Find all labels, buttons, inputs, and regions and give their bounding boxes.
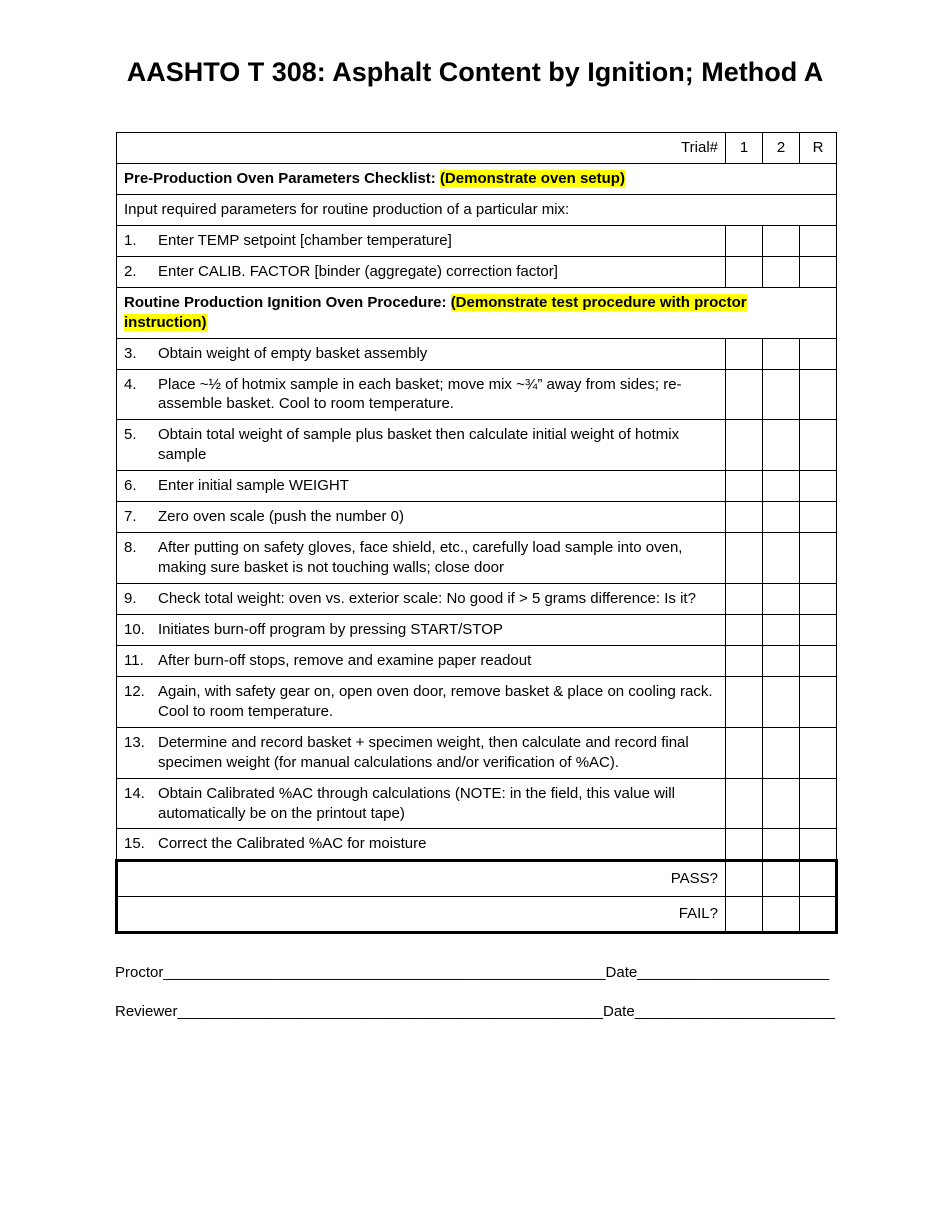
trial-cell xyxy=(800,584,837,615)
item-text: After putting on safety gloves, face shield, etc., carefully load sample into oven, making sure basket is not touching walls; close door xyxy=(158,539,683,577)
trial-cell xyxy=(763,676,800,727)
trial-header-row xyxy=(117,133,837,164)
page-title: AASHTO T 308: Asphalt Content by Ignition; Method A xyxy=(126,57,824,87)
proctor-signature-line xyxy=(115,964,835,981)
checklist-table xyxy=(115,132,838,934)
checklist-item-row xyxy=(117,420,837,471)
item-number: 5. xyxy=(124,426,137,444)
reviewer-signature-line xyxy=(115,1003,835,1020)
item-number: 10. xyxy=(124,620,145,638)
checklist-item-row xyxy=(117,727,837,778)
item-text: Zero oven scale (push the number 0) xyxy=(158,508,404,526)
checklist-item-row xyxy=(117,614,837,645)
reviewer-label: Reviewer xyxy=(115,1003,178,1021)
trial-cell xyxy=(763,584,800,615)
item-text: Obtain weight of empty basket assembly xyxy=(158,344,428,362)
trial-cell xyxy=(800,502,837,533)
item-text: Obtain Calibrated %AC through calculations (NOTE: in the field, this value will automatically be on the printout tape) xyxy=(158,784,675,822)
checklist-item-row xyxy=(117,676,837,727)
reviewer-signature-blank: ___________________________________________________ xyxy=(177,1003,603,1021)
item-text: Obtain total weight of sample plus basket then calculate initial weight of hotmix sample xyxy=(158,426,680,464)
trial-col-r: R xyxy=(800,133,837,164)
trial-cell xyxy=(800,471,837,502)
trial-cell xyxy=(800,338,837,369)
item-text: Enter TEMP setpoint [chamber temperature] xyxy=(158,231,452,249)
trial-cell xyxy=(763,778,800,829)
item-text: Determine and record basket + specimen weight, then calculate and record final specimen weight (for manual calculations and/or verification of %AC). xyxy=(158,733,689,771)
reviewer-date-blank: ________________________ xyxy=(634,1003,835,1021)
trial-header-label: Trial# xyxy=(117,133,726,164)
trial-cell xyxy=(726,225,763,256)
checklist-item-row xyxy=(117,645,837,676)
trial-cell xyxy=(800,645,837,676)
trial-cell xyxy=(726,645,763,676)
trial-cell xyxy=(763,829,800,861)
fail-label-cell: FAIL? xyxy=(117,897,726,933)
checklist-item-row xyxy=(117,338,837,369)
trial-cell xyxy=(800,829,837,861)
checklist-item-row xyxy=(117,369,837,420)
pass-row xyxy=(117,861,837,897)
section-header-preproduction xyxy=(117,163,837,194)
trial-col-2: 2 xyxy=(763,133,800,164)
item-text: Correct the Calibrated %AC for moisture xyxy=(158,835,427,853)
item-text: Again, with safety gear on, open oven door, remove basket & place on cooling rack. Cool to room temperature. xyxy=(158,682,713,720)
proctor-signature-blank: _____________________________________________________ xyxy=(163,964,606,982)
trial-cell xyxy=(800,256,837,287)
item-text: Place ~½ of hotmix sample in each basket; move mix ~¾” away from sides; re-assemble basket. Cool to room temperature. xyxy=(158,375,682,413)
trial-cell xyxy=(763,420,800,471)
item-text: Enter initial sample WEIGHT xyxy=(158,477,349,495)
trial-cell xyxy=(763,533,800,584)
trial-cell xyxy=(726,533,763,584)
intro-row xyxy=(117,194,837,225)
signature-block xyxy=(115,964,835,1020)
trial-cell xyxy=(726,727,763,778)
trial-cell xyxy=(726,502,763,533)
trial-cell xyxy=(763,225,800,256)
trial-cell xyxy=(726,338,763,369)
trial-cell xyxy=(800,727,837,778)
trial-cell xyxy=(800,676,837,727)
trial-cell xyxy=(763,645,800,676)
item-number: 7. xyxy=(124,508,137,526)
item-number: 13. xyxy=(124,733,145,751)
trial-cell xyxy=(800,861,837,897)
trial-cell xyxy=(763,256,800,287)
item-text: Enter CALIB. FACTOR [binder (aggregate) correction factor] xyxy=(158,262,558,280)
trial-cell xyxy=(800,897,837,933)
item-number: 14. xyxy=(124,784,145,802)
checklist-item-row xyxy=(117,829,837,861)
highlight-demonstrate-oven-setup: (Demonstrate oven setup) xyxy=(439,169,625,187)
document-content xyxy=(115,0,835,1020)
trial-cell xyxy=(763,614,800,645)
trial-cell xyxy=(726,614,763,645)
checklist-item-row xyxy=(117,256,837,287)
trial-cell xyxy=(763,727,800,778)
trial-cell xyxy=(726,471,763,502)
trial-cell xyxy=(726,256,763,287)
item-text: Initiates burn-off program by pressing START/STOP xyxy=(158,620,503,638)
trial-cell xyxy=(726,420,763,471)
fail-row xyxy=(117,897,837,933)
trial-cell xyxy=(726,861,763,897)
trial-cell xyxy=(726,778,763,829)
trial-cell xyxy=(726,897,763,933)
trial-cell xyxy=(800,225,837,256)
trial-cell xyxy=(800,614,837,645)
checklist-item-row xyxy=(117,225,837,256)
item-number: 4. xyxy=(124,375,137,393)
checklist-item-row xyxy=(117,533,837,584)
item-text: After burn-off stops, remove and examine paper readout xyxy=(158,651,532,669)
item-number: 6. xyxy=(124,477,137,495)
trial-cell xyxy=(726,676,763,727)
section-routine-label: Routine Production Ignition Oven Procedure: xyxy=(124,293,451,311)
item-text: Check total weight: oven vs. exterior scale: No good if > 5 grams difference: Is it? xyxy=(158,590,696,607)
item-number: 8. xyxy=(124,539,137,557)
highlight-demonstrate-test-procedure: (Demonstrate test procedure with proctor instruction) xyxy=(124,293,747,331)
trial-col-1: 1 xyxy=(726,133,763,164)
trial-cell xyxy=(763,471,800,502)
trial-cell xyxy=(726,369,763,420)
proctor-date-blank: _______________________ xyxy=(637,964,830,982)
item-number: 12. xyxy=(124,682,145,700)
trial-cell xyxy=(800,420,837,471)
item-number: 2. xyxy=(124,262,137,280)
intro-text: Input required parameters for routine production of a particular mix: xyxy=(117,194,837,225)
trial-cell xyxy=(800,778,837,829)
trial-cell xyxy=(763,369,800,420)
proctor-date-label: Date xyxy=(605,964,638,982)
section-preproduction-label: Pre-Production Oven Parameters Checklist: xyxy=(124,169,440,187)
trial-cell xyxy=(800,369,837,420)
item-number: 11. xyxy=(124,651,144,669)
item-number: 9. xyxy=(124,590,137,607)
trial-cell xyxy=(800,533,837,584)
trial-cell xyxy=(763,897,800,933)
pass-label-cell: PASS? xyxy=(117,861,726,897)
item-number: 3. xyxy=(124,344,137,362)
checklist-item-row xyxy=(117,778,837,829)
checklist-item-row xyxy=(117,471,837,502)
reviewer-date-label: Date xyxy=(603,1003,635,1021)
trial-cell xyxy=(763,861,800,897)
item-number: 15. xyxy=(124,835,145,853)
proctor-label: Proctor xyxy=(115,964,164,982)
trial-cell xyxy=(763,338,800,369)
trial-cell xyxy=(726,829,763,861)
trial-cell xyxy=(726,584,763,615)
item-number: 1. xyxy=(124,231,137,249)
trial-cell xyxy=(763,502,800,533)
checklist-item-row xyxy=(117,584,837,615)
checklist-item-row xyxy=(117,502,837,533)
section-header-routine xyxy=(117,287,837,338)
